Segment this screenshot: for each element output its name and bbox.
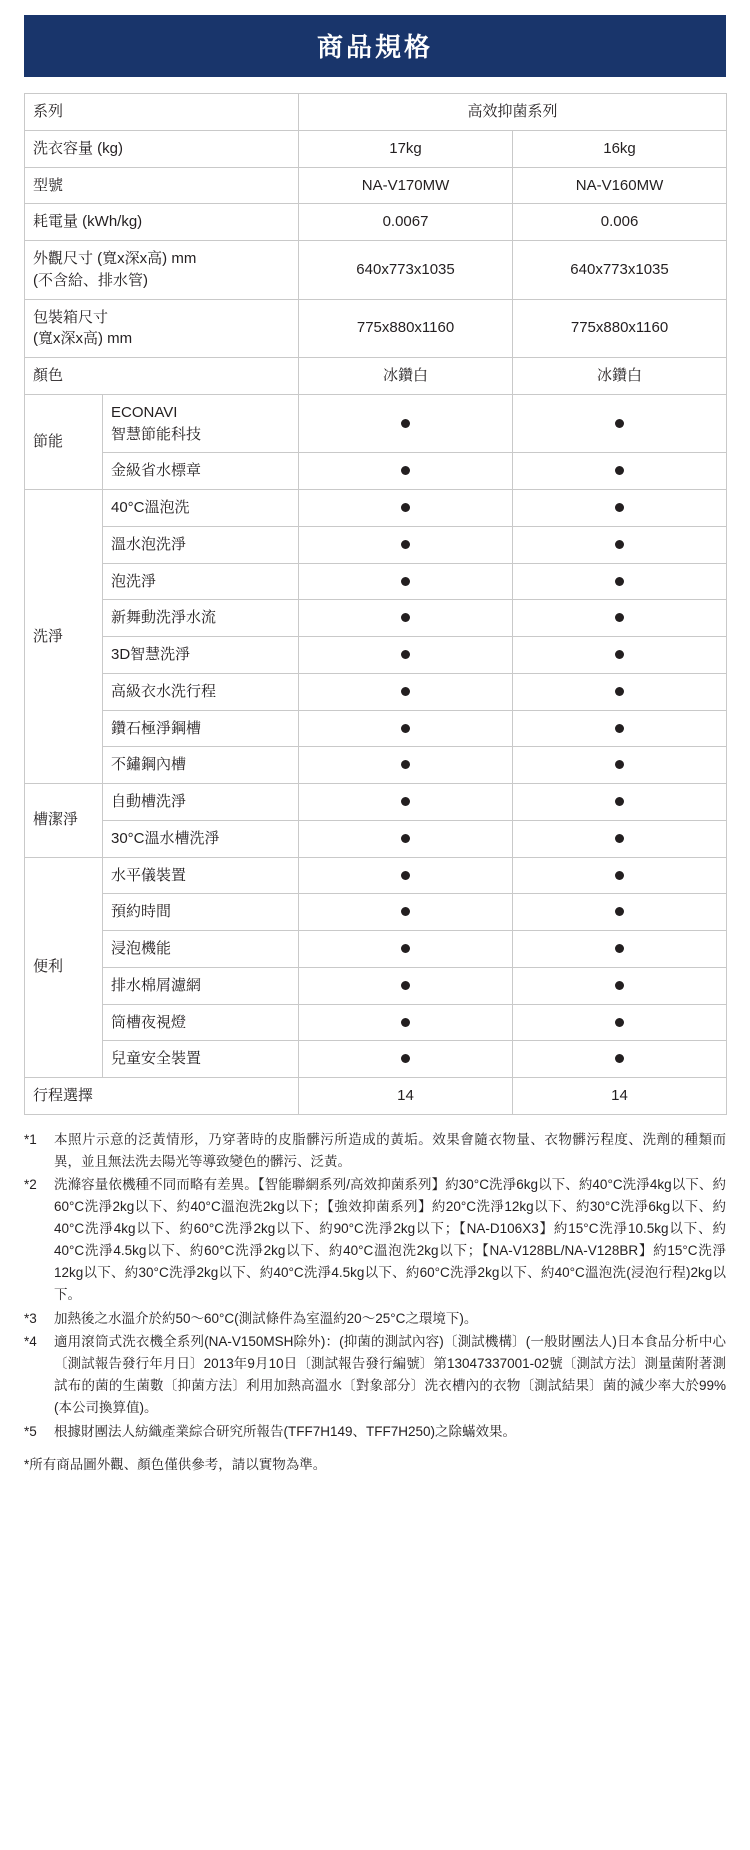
table-row [25, 747, 727, 784]
feature-label: 泡洗淨 [103, 563, 299, 600]
table-row [25, 358, 727, 395]
table-row [25, 563, 727, 600]
row-value-model2: 冰鑽白 [513, 358, 727, 395]
feature-dot-model1 [299, 1041, 513, 1078]
footnote-mark: *1 [24, 1131, 37, 1147]
feature-dot-model1 [299, 784, 513, 821]
table-row [25, 130, 727, 167]
feature-dot-model2 [513, 1004, 727, 1041]
filled-dot-icon [615, 871, 624, 880]
footnote-text: 本照片示意的泛黃情形，乃穿著時的皮脂髒污所造成的黃垢。效果會隨衣物量、衣物髒污程度、洗劑的種類而異，並且無法洗去陽光等導致變色的髒污、泛黃。 [54, 1131, 726, 1169]
footnote-item [24, 1308, 726, 1330]
filled-dot-icon [401, 834, 410, 843]
table-row [25, 710, 727, 747]
footnotes [24, 1129, 726, 1443]
table-row [25, 967, 727, 1004]
footnote-text: 根據財團法人紡織產業綜合研究所報告(TFF7H149、TFF7H250)之除蟎效果。 [54, 1423, 517, 1439]
row-value-model1: 640x773x1035 [299, 241, 513, 300]
feature-category: 槽潔淨 [25, 784, 103, 858]
filled-dot-icon [615, 466, 624, 475]
feature-dot-model1 [299, 894, 513, 931]
page-title: 商品規格 [24, 15, 726, 77]
table-row [25, 167, 727, 204]
filled-dot-icon [401, 944, 410, 953]
footnote-item [24, 1421, 726, 1443]
feature-label: 自動槽洗淨 [103, 784, 299, 821]
filled-dot-icon [401, 1018, 410, 1027]
feature-dot-model1 [299, 747, 513, 784]
filled-dot-icon [615, 1054, 624, 1063]
filled-dot-icon [615, 907, 624, 916]
footnote-text: 適用滾筒式洗衣機全系列(NA-V150MSH除外)：(抑菌的測試內容)〔測試機構〕(一般財團法人)日本食品分析中心〔測試報告發行年月日〕2013年9月10日〔測試報告發行編號〕第13047337001-02號〔測試方法〕測量菌附著測試布的菌的生菌數〔抑菌方法〕利用加熱高溫水〔對象部分〕洗衣槽內的衣物〔測試結果〕菌的減少率大於99%(本公司換算值)。 [54, 1334, 726, 1416]
footnote-item [24, 1174, 726, 1305]
feature-label: 高級衣水洗行程 [103, 673, 299, 710]
feature-dot-model2 [513, 747, 727, 784]
table-row [25, 1078, 727, 1115]
table-row [25, 1004, 727, 1041]
row-value-model2: 16kg [513, 130, 727, 167]
feature-dot-model2 [513, 1041, 727, 1078]
feature-dot-model1 [299, 600, 513, 637]
feature-label: 浸泡機能 [103, 931, 299, 968]
feature-label: 水平儀裝置 [103, 857, 299, 894]
feature-dot-model2 [513, 563, 727, 600]
disclaimer: *所有商品圖外觀、顏色僅供參考，請以實物為準。 [24, 1456, 327, 1472]
feature-dot-model1 [299, 394, 513, 453]
table-row [25, 299, 727, 358]
feature-label: 40°C溫泡洗 [103, 490, 299, 527]
footnote-item [24, 1129, 726, 1173]
filled-dot-icon [401, 540, 410, 549]
feature-dot-model1 [299, 563, 513, 600]
spec-table [24, 93, 727, 1115]
filled-dot-icon [615, 613, 624, 622]
row-label-line2: (寬x深x高) mm [33, 330, 133, 348]
row-value-model1: 冰鑽白 [299, 358, 513, 395]
filled-dot-icon [615, 797, 624, 806]
footnote-mark: *2 [24, 1177, 37, 1193]
feature-label: 溫水泡洗淨 [103, 526, 299, 563]
filled-dot-icon [401, 650, 410, 659]
table-row [25, 673, 727, 710]
table-row [25, 857, 727, 894]
filled-dot-icon [401, 907, 410, 916]
table-row [25, 453, 727, 490]
row-value-model2: 0.006 [513, 204, 727, 241]
table-row [25, 94, 727, 131]
filled-dot-icon [401, 577, 410, 586]
feature-dot-model2 [513, 600, 727, 637]
feature-label: 預約時間 [103, 894, 299, 931]
filled-dot-icon [615, 834, 624, 843]
row-label [25, 299, 299, 358]
filled-dot-icon [615, 724, 624, 733]
feature-dot-model2 [513, 784, 727, 821]
filled-dot-icon [615, 687, 624, 696]
feature-dot-model1 [299, 673, 513, 710]
row-label: 型號 [25, 167, 299, 204]
filled-dot-icon [615, 981, 624, 990]
feature-label: 金級省水標章 [103, 453, 299, 490]
feature-dot-model2 [513, 526, 727, 563]
table-row [25, 637, 727, 674]
feature-dot-model2 [513, 453, 727, 490]
table-row [25, 1041, 727, 1078]
feature-label: 排水棉屑濾網 [103, 967, 299, 1004]
table-row [25, 241, 727, 300]
row-label-line2: (不含給、排水管) [33, 271, 148, 289]
filled-dot-icon [401, 724, 410, 733]
feature-label: 新舞動洗淨水流 [103, 600, 299, 637]
feature-label-line1: ECONAVI [111, 403, 178, 421]
feature-dot-model1 [299, 967, 513, 1004]
table-row [25, 820, 727, 857]
footnote-mark: *3 [24, 1310, 37, 1326]
row-value-model1: NA-V170MW [299, 167, 513, 204]
feature-category: 洗淨 [25, 490, 103, 784]
row-value-model1: 775x880x1160 [299, 299, 513, 358]
feature-dot-model1 [299, 857, 513, 894]
row-label: 系列 [25, 94, 299, 131]
footnote-text: 加熱後之水溫介於約50～60°C(測試條件為室溫約20～25°C之環境下)。 [54, 1310, 478, 1326]
feature-dot-model2 [513, 394, 727, 453]
feature-label [103, 394, 299, 453]
footnote-mark: *5 [24, 1423, 37, 1439]
feature-label: 筒槽夜視燈 [103, 1004, 299, 1041]
feature-label-line2: 智慧節能科技 [111, 425, 202, 443]
filled-dot-icon [401, 1054, 410, 1063]
feature-dot-model2 [513, 710, 727, 747]
row-value-model1: 0.0067 [299, 204, 513, 241]
row-value-model2: 14 [513, 1078, 727, 1115]
filled-dot-icon [401, 871, 410, 880]
feature-category: 便利 [25, 857, 103, 1078]
footnote-text: 洗滌容量依機種不同而略有差異。【智能聯網系列/高效抑菌系列】約30°C洗淨6kg以下、約40°C洗淨4kg以下、約60°C洗淨2kg以下、約40°C溫泡洗2kg以下；【強效抑菌系列】約20°C洗淨12kg以下、約30°C洗淨6kg以下、約40°C洗淨4kg以下、約60°C洗淨2kg以下、約90°C洗淨2kg以下；【NA-D106X3】約15°C洗淨10.5kg以下、約40°C洗淨4.5kg以下、約60°C洗淨2kg以下、約40°C溫泡洗2kg以下；【NA-V128BL/NA-V128BR】約15°C洗淨12kg以下、約30°C洗淨2kg以下、約40°C洗淨4.5kg以下、約60°C洗淨2kg以下、約40°C溫泡洗(浸泡行程)2kg以下。 [54, 1177, 726, 1302]
feature-label: 30°C溫水槽洗淨 [103, 820, 299, 857]
feature-dot-model2 [513, 857, 727, 894]
feature-dot-model1 [299, 453, 513, 490]
feature-dot-model1 [299, 490, 513, 527]
filled-dot-icon [401, 613, 410, 622]
table-row [25, 931, 727, 968]
filled-dot-icon [615, 540, 624, 549]
filled-dot-icon [615, 944, 624, 953]
row-value-series: 高效抑菌系列 [299, 94, 727, 131]
feature-dot-model2 [513, 673, 727, 710]
row-label: 顏色 [25, 358, 299, 395]
footnote-item [24, 1331, 726, 1418]
row-label [25, 241, 299, 300]
row-value-model2: NA-V160MW [513, 167, 727, 204]
filled-dot-icon [615, 650, 624, 659]
feature-dot-model1 [299, 820, 513, 857]
feature-dot-model2 [513, 931, 727, 968]
row-value-model2: 775x880x1160 [513, 299, 727, 358]
feature-dot-model2 [513, 490, 727, 527]
row-label: 洗衣容量 (kg) [25, 130, 299, 167]
feature-dot-model1 [299, 1004, 513, 1041]
feature-dot-model2 [513, 637, 727, 674]
table-row [25, 526, 727, 563]
filled-dot-icon [401, 503, 410, 512]
filled-dot-icon [615, 577, 624, 586]
feature-dot-model1 [299, 931, 513, 968]
feature-dot-model2 [513, 894, 727, 931]
filled-dot-icon [401, 419, 410, 428]
filled-dot-icon [615, 419, 624, 428]
row-value-model1: 14 [299, 1078, 513, 1115]
table-row [25, 490, 727, 527]
feature-dot-model1 [299, 637, 513, 674]
row-label-line1: 包裝箱尺寸 [33, 308, 109, 326]
filled-dot-icon [401, 981, 410, 990]
filled-dot-icon [401, 466, 410, 475]
feature-label: 不鏽鋼內槽 [103, 747, 299, 784]
feature-dot-model1 [299, 526, 513, 563]
feature-dot-model1 [299, 710, 513, 747]
table-row [25, 784, 727, 821]
table-row [25, 600, 727, 637]
table-row [25, 394, 727, 453]
feature-label: 兒童安全裝置 [103, 1041, 299, 1078]
filled-dot-icon [401, 797, 410, 806]
filled-dot-icon [615, 1018, 624, 1027]
table-row [25, 204, 727, 241]
filled-dot-icon [615, 760, 624, 769]
spec-page [0, 15, 750, 1493]
feature-dot-model2 [513, 967, 727, 1004]
table-row [25, 894, 727, 931]
row-label-line1: 外觀尺寸 (寬x深x高) mm [33, 250, 197, 267]
footnote-mark: *4 [24, 1334, 37, 1350]
row-value-model1: 17kg [299, 130, 513, 167]
feature-label: 3D智慧洗淨 [103, 637, 299, 674]
filled-dot-icon [401, 687, 410, 696]
filled-dot-icon [401, 760, 410, 769]
feature-dot-model2 [513, 820, 727, 857]
row-label: 行程選擇 [25, 1078, 299, 1115]
feature-category: 節能 [25, 394, 103, 489]
feature-label: 鑽石極淨鋼槽 [103, 710, 299, 747]
row-value-model2: 640x773x1035 [513, 241, 727, 300]
filled-dot-icon [615, 503, 624, 512]
row-label: 耗電量 (kWh/kg) [25, 204, 299, 241]
